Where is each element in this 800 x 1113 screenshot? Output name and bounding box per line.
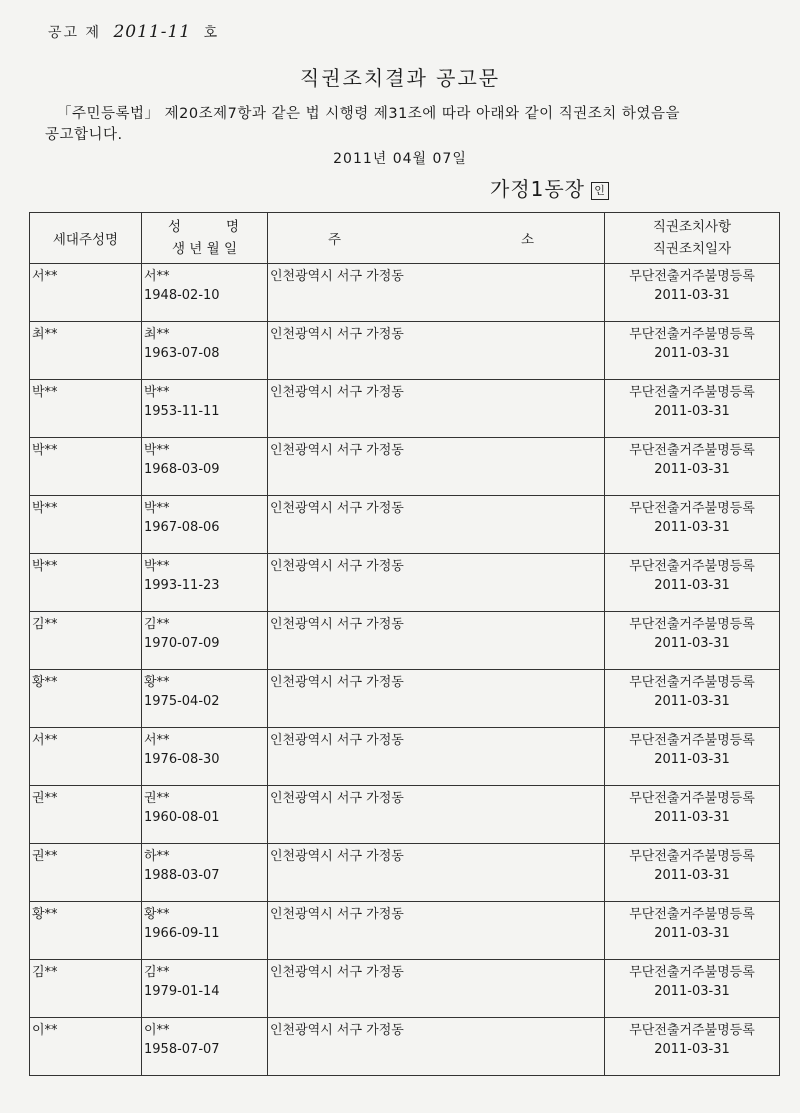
birth-date: 1970-07-09 xyxy=(144,636,220,651)
name-birth-cell xyxy=(142,380,268,438)
person-name: 하** xyxy=(144,849,170,864)
person-name: 박** xyxy=(144,501,170,516)
header-name-char-2: 명 xyxy=(225,219,239,235)
householder-name: 황** xyxy=(32,675,58,690)
householder-name: 서** xyxy=(32,269,58,284)
householder-name: 박** xyxy=(32,501,58,516)
name-birth-cell xyxy=(142,844,268,902)
table-row xyxy=(30,902,780,960)
name-birth-cell xyxy=(142,438,268,496)
records-table xyxy=(29,212,780,1076)
person-name: 황** xyxy=(144,907,170,922)
address-text: 인천광역시 서구 가정동 xyxy=(270,617,404,632)
header-householder: 세대주성명 xyxy=(30,213,142,264)
person-name: 최** xyxy=(144,327,170,342)
householder-cell xyxy=(30,438,142,496)
householder-cell xyxy=(30,322,142,380)
header-address xyxy=(268,213,605,264)
address-cell xyxy=(268,554,605,612)
address-text: 인천광역시 서구 가정동 xyxy=(270,791,404,806)
address-cell xyxy=(268,438,605,496)
address-cell xyxy=(268,322,605,380)
action-cell xyxy=(605,786,780,844)
name-birth-cell xyxy=(142,264,268,322)
table-row xyxy=(30,554,780,612)
name-birth-cell xyxy=(142,496,268,554)
address-text: 인천광역시 서구 가정동 xyxy=(270,327,404,342)
birth-date: 1953-11-11 xyxy=(144,404,220,419)
householder-cell xyxy=(30,960,142,1018)
action-type: 무단전출거주불명등록 xyxy=(629,907,755,922)
header-address-char-1: 주 xyxy=(328,232,342,248)
table-row xyxy=(30,1018,780,1076)
householder-name: 김** xyxy=(32,617,58,632)
action-type: 무단전출거주불명등록 xyxy=(629,327,755,342)
action-date: 2011-03-31 xyxy=(654,694,730,709)
action-cell xyxy=(605,322,780,380)
action-type: 무단전출거주불명등록 xyxy=(629,733,755,748)
person-name: 서** xyxy=(144,269,170,284)
address-text: 인천광역시 서구 가정동 xyxy=(270,559,404,574)
table-row xyxy=(30,786,780,844)
householder-cell xyxy=(30,612,142,670)
action-date: 2011-03-31 xyxy=(654,346,730,361)
address-cell xyxy=(268,960,605,1018)
birth-date: 1988-03-07 xyxy=(144,868,220,883)
birth-date: 1960-08-01 xyxy=(144,810,220,825)
action-cell xyxy=(605,264,780,322)
address-cell xyxy=(268,670,605,728)
header-birth: 생 년 월 일 xyxy=(171,241,238,257)
intro-line-2: 공고합니다. xyxy=(45,127,123,143)
action-date: 2011-03-31 xyxy=(654,462,730,477)
action-date: 2011-03-31 xyxy=(654,752,730,767)
document-title: 직권조치결과 공고문 xyxy=(299,66,501,90)
person-name: 황** xyxy=(144,675,170,690)
name-birth-cell xyxy=(142,960,268,1018)
householder-name: 권** xyxy=(32,791,58,806)
address-text: 인천광역시 서구 가정동 xyxy=(270,443,404,458)
person-name: 이** xyxy=(144,1023,170,1038)
address-cell xyxy=(268,902,605,960)
table-header-row xyxy=(30,213,780,264)
action-date: 2011-03-31 xyxy=(654,868,730,883)
action-cell xyxy=(605,670,780,728)
address-cell xyxy=(268,786,605,844)
householder-cell xyxy=(30,380,142,438)
action-date: 2011-03-31 xyxy=(654,926,730,941)
action-cell xyxy=(605,902,780,960)
table-row xyxy=(30,612,780,670)
table-row xyxy=(30,844,780,902)
householder-cell xyxy=(30,902,142,960)
action-type: 무단전출거주불명등록 xyxy=(629,1023,755,1038)
action-type: 무단전출거주불명등록 xyxy=(629,849,755,864)
address-text: 인천광역시 서구 가정동 xyxy=(270,269,404,284)
table-row xyxy=(30,496,780,554)
seal-stamp: 인 xyxy=(591,182,609,200)
address-text: 인천광역시 서구 가정동 xyxy=(270,385,404,400)
name-birth-cell xyxy=(142,612,268,670)
person-name: 박** xyxy=(144,385,170,400)
address-text: 인천광역시 서구 가정동 xyxy=(270,907,404,922)
action-date: 2011-03-31 xyxy=(654,520,730,535)
address-cell xyxy=(268,264,605,322)
birth-date: 1976-08-30 xyxy=(144,752,220,767)
notice-number-line xyxy=(48,22,219,42)
householder-cell xyxy=(30,1018,142,1076)
householder-cell xyxy=(30,264,142,322)
action-date: 2011-03-31 xyxy=(654,810,730,825)
action-cell xyxy=(605,612,780,670)
action-date: 2011-03-31 xyxy=(654,636,730,651)
birth-date: 1975-04-02 xyxy=(144,694,220,709)
person-name: 박** xyxy=(144,559,170,574)
intro-line-1: 「주민등록법」 제20조제7항과 같은 법 시행령 제31조에 따라 아래와 같이 직권조치 하였음을 xyxy=(57,106,680,122)
header-name xyxy=(142,216,267,238)
person-name: 박** xyxy=(144,443,170,458)
signer-title: 가정1동장 xyxy=(490,177,586,201)
action-cell xyxy=(605,960,780,1018)
action-cell xyxy=(605,1018,780,1076)
table-row xyxy=(30,438,780,496)
birth-date: 1968-03-09 xyxy=(144,462,220,477)
address-cell xyxy=(268,496,605,554)
name-birth-cell xyxy=(142,902,268,960)
address-cell xyxy=(268,612,605,670)
householder-cell xyxy=(30,786,142,844)
name-birth-cell xyxy=(142,554,268,612)
header-name-char-1: 성 xyxy=(168,219,182,235)
birth-date: 1958-07-07 xyxy=(144,1042,220,1057)
address-text: 인천광역시 서구 가정동 xyxy=(270,965,404,980)
householder-name: 황** xyxy=(32,907,58,922)
householder-cell xyxy=(30,670,142,728)
header-name-birth xyxy=(142,213,268,264)
action-type: 무단전출거주불명등록 xyxy=(629,965,755,980)
action-date: 2011-03-31 xyxy=(654,404,730,419)
person-name: 서** xyxy=(144,733,170,748)
action-type: 무단전출거주불명등록 xyxy=(629,791,755,806)
householder-name: 서** xyxy=(32,733,58,748)
action-date: 2011-03-31 xyxy=(654,1042,730,1057)
householder-name: 박** xyxy=(32,385,58,400)
householder-cell xyxy=(30,728,142,786)
header-action xyxy=(605,213,780,264)
name-birth-cell xyxy=(142,786,268,844)
notice-date: 2011년 04월 07일 xyxy=(333,151,467,167)
action-cell xyxy=(605,728,780,786)
address-cell xyxy=(268,380,605,438)
action-date: 2011-03-31 xyxy=(654,288,730,303)
birth-date: 1948-02-10 xyxy=(144,288,220,303)
birth-date: 1963-07-08 xyxy=(144,346,220,361)
action-cell xyxy=(605,844,780,902)
address-text: 인천광역시 서구 가정동 xyxy=(270,1023,404,1038)
householder-cell xyxy=(30,554,142,612)
table-row xyxy=(30,960,780,1018)
action-date: 2011-03-31 xyxy=(654,984,730,999)
person-name: 김** xyxy=(144,965,170,980)
header-address-char-2: 소 xyxy=(520,232,534,248)
table-row xyxy=(30,728,780,786)
birth-date: 1966-09-11 xyxy=(144,926,220,941)
notice-suffix: 호 xyxy=(203,25,220,41)
table-row xyxy=(30,264,780,322)
action-type: 무단전출거주불명등록 xyxy=(629,269,755,284)
name-birth-cell xyxy=(142,670,268,728)
intro-paragraph xyxy=(45,104,745,146)
action-type: 무단전출거주불명등록 xyxy=(629,501,755,516)
action-type: 무단전출거주불명등록 xyxy=(629,559,755,574)
action-type: 무단전출거주불명등록 xyxy=(629,617,755,632)
name-birth-cell xyxy=(142,322,268,380)
action-cell xyxy=(605,380,780,438)
action-type: 무단전출거주불명등록 xyxy=(629,385,755,400)
action-cell xyxy=(605,554,780,612)
notice-number: 2011-11 xyxy=(113,22,192,42)
address-cell xyxy=(268,728,605,786)
householder-cell xyxy=(30,844,142,902)
householder-name: 김** xyxy=(32,965,58,980)
address-text: 인천광역시 서구 가정동 xyxy=(270,501,404,516)
address-cell xyxy=(268,1018,605,1076)
birth-date: 1967-08-06 xyxy=(144,520,220,535)
action-type: 무단전출거주불명등록 xyxy=(629,675,755,690)
action-type: 무단전출거주불명등록 xyxy=(629,443,755,458)
address-cell xyxy=(268,844,605,902)
person-name: 권** xyxy=(144,791,170,806)
person-name: 김** xyxy=(144,617,170,632)
table-row xyxy=(30,670,780,728)
action-date: 2011-03-31 xyxy=(654,578,730,593)
table-row xyxy=(30,322,780,380)
action-cell xyxy=(605,438,780,496)
householder-name: 권** xyxy=(32,849,58,864)
notice-prefix: 공고 제 xyxy=(48,25,102,41)
name-birth-cell xyxy=(142,728,268,786)
header-action-date: 직권조치일자 xyxy=(652,241,732,257)
householder-name: 박** xyxy=(32,559,58,574)
householder-cell xyxy=(30,496,142,554)
action-cell xyxy=(605,496,780,554)
birth-date: 1979-01-14 xyxy=(144,984,220,999)
table-row xyxy=(30,380,780,438)
address-text: 인천광역시 서구 가정동 xyxy=(270,733,404,748)
birth-date: 1993-11-23 xyxy=(144,578,220,593)
householder-name: 이** xyxy=(32,1023,58,1038)
householder-name: 최** xyxy=(32,327,58,342)
address-text: 인천광역시 서구 가정동 xyxy=(270,849,404,864)
signer-block xyxy=(490,173,609,202)
name-birth-cell xyxy=(142,1018,268,1076)
address-text: 인천광역시 서구 가정동 xyxy=(270,675,404,690)
householder-name: 박** xyxy=(32,443,58,458)
header-action-type: 직권조치사항 xyxy=(652,219,732,235)
